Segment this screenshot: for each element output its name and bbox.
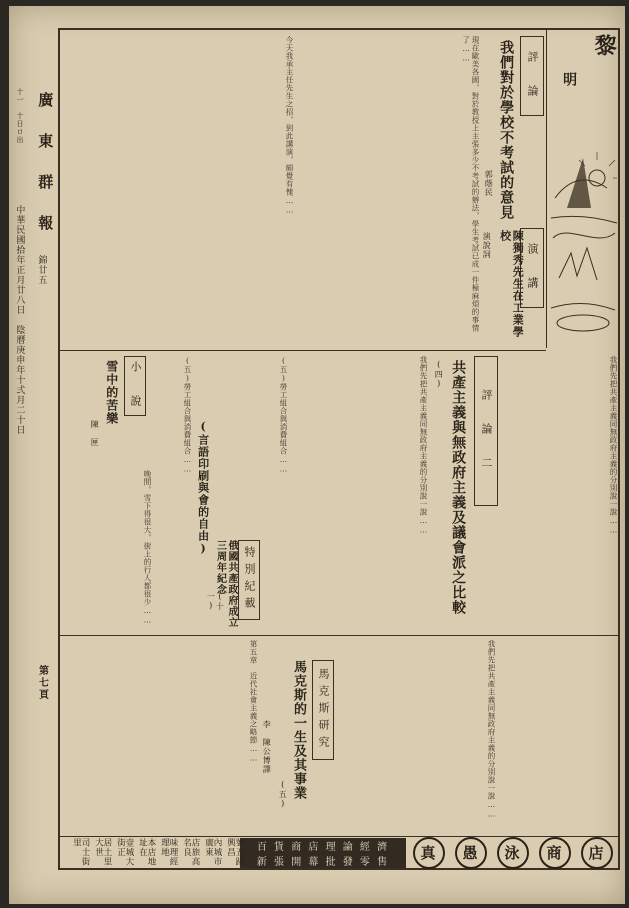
article-byline: 李 陳公博譯 <box>262 720 272 774</box>
article-body: (五)勞工組合與消費組合…… <box>156 356 192 632</box>
section-label-box <box>312 660 334 760</box>
article-body-continued: 我們先把共產主義同無政府主義的分別說一說…… <box>290 356 428 632</box>
row-divider <box>58 350 546 351</box>
dateline: 中華民國拾年正月廿八日 陰曆庚申年十弍月二十日 <box>14 205 25 435</box>
article-body-continued: 我們先把共產主義同無政府主義的分別說一說…… <box>340 640 496 832</box>
article-body: 我們先把共產主義同無政府主義的分別說一說…… <box>502 356 618 832</box>
ad-char: 泳 <box>497 837 529 869</box>
article-headline: 馬克斯的一生及其事業 <box>290 660 306 800</box>
ad-address-col: 號五路興昌 <box>225 838 244 867</box>
issue-label: 錦廿五 <box>36 255 47 285</box>
ad-address-col: 居土里大世 <box>93 838 112 867</box>
section-label: 評 論 二 <box>480 388 493 474</box>
article-body: 第五章 近代社會主義之略節…… <box>62 640 258 832</box>
article-body: 晚間，雪下得很大，街上的行人都很少…… <box>62 470 152 630</box>
ad-address-block <box>60 838 244 868</box>
ad-address-col: 本店地址在 <box>137 838 156 867</box>
page-number: 第七頁 <box>36 665 48 701</box>
ad-address-col: 司士街里 <box>71 838 90 867</box>
article-subhead: (十一) <box>206 592 225 611</box>
article-subhead: (五) <box>278 780 288 809</box>
article-headline: 我們對於學校不考試的意見 <box>498 40 515 220</box>
ad-char: 商 <box>539 837 571 869</box>
section-label-box <box>474 356 498 506</box>
ad-address-col: 店旅高名良 <box>181 838 200 867</box>
ad-banner-bottom: 新 張 開 幕 批 發 零 售 <box>256 857 390 868</box>
ad-shop-name <box>408 838 618 868</box>
ad-char: 愚 <box>455 837 487 869</box>
article-headline: 俄國共產政府成立三周年紀念 <box>214 540 237 628</box>
illustration-panel <box>546 30 619 348</box>
article-subhead: (四) <box>434 360 444 389</box>
section-label: 小 說 <box>129 360 142 412</box>
ad-banner-top: 百 貨 商 店 理 論 經 濟 <box>256 842 390 853</box>
article-byline: 郭蔭民 <box>484 170 494 197</box>
article-subhead: 演說詞 <box>482 232 492 259</box>
section-label-box <box>124 356 146 416</box>
article-body-continued: (五)勞工組合與消費組合…… <box>218 356 288 536</box>
article-headline: 雪中的苦樂 <box>104 360 119 425</box>
section-label-box <box>238 540 260 620</box>
ad-address-col: 內城市廣東 <box>203 838 222 867</box>
ad-address-col: 味理經理地 <box>159 838 178 867</box>
article-byline: 陳 匣 <box>90 420 100 447</box>
section-label: 馬克斯研究 <box>317 667 330 753</box>
ad-address-col: 壹城大街正 <box>115 838 134 867</box>
row-divider <box>58 836 620 837</box>
masthead-title: 廣 東 群 報 <box>36 92 55 234</box>
ad-char: 真 <box>413 837 445 869</box>
illustration-title: 黎 <box>591 34 618 56</box>
article-body: 現在歐美各國，對於教授上主張多少不考試的辦法，學生考試已成一件極麻煩的事情了…… <box>300 36 480 346</box>
article-headline: 共產主義與無政府主義及議會派之比較 <box>450 360 467 615</box>
article-body: 今天我承主任先生之招，到此講演，頗覺有愧…… <box>62 36 294 346</box>
ad-char: 店 <box>581 837 613 869</box>
section-label: 特別紀載 <box>243 546 256 614</box>
sunrise-drawing <box>547 48 619 348</box>
section-label: 評 論 <box>526 50 539 102</box>
article-headline: 陳獨秀先生在工業學校 <box>498 230 525 338</box>
ad-banner <box>240 838 406 868</box>
small-note: 十一 十日ロ出 <box>16 88 25 144</box>
mid-banner: (言語印刷與會的自由) <box>196 420 210 556</box>
section-label: 演 講 <box>526 242 539 294</box>
section-label-box <box>520 36 544 116</box>
illustration-subtitle: 明 <box>561 72 578 86</box>
